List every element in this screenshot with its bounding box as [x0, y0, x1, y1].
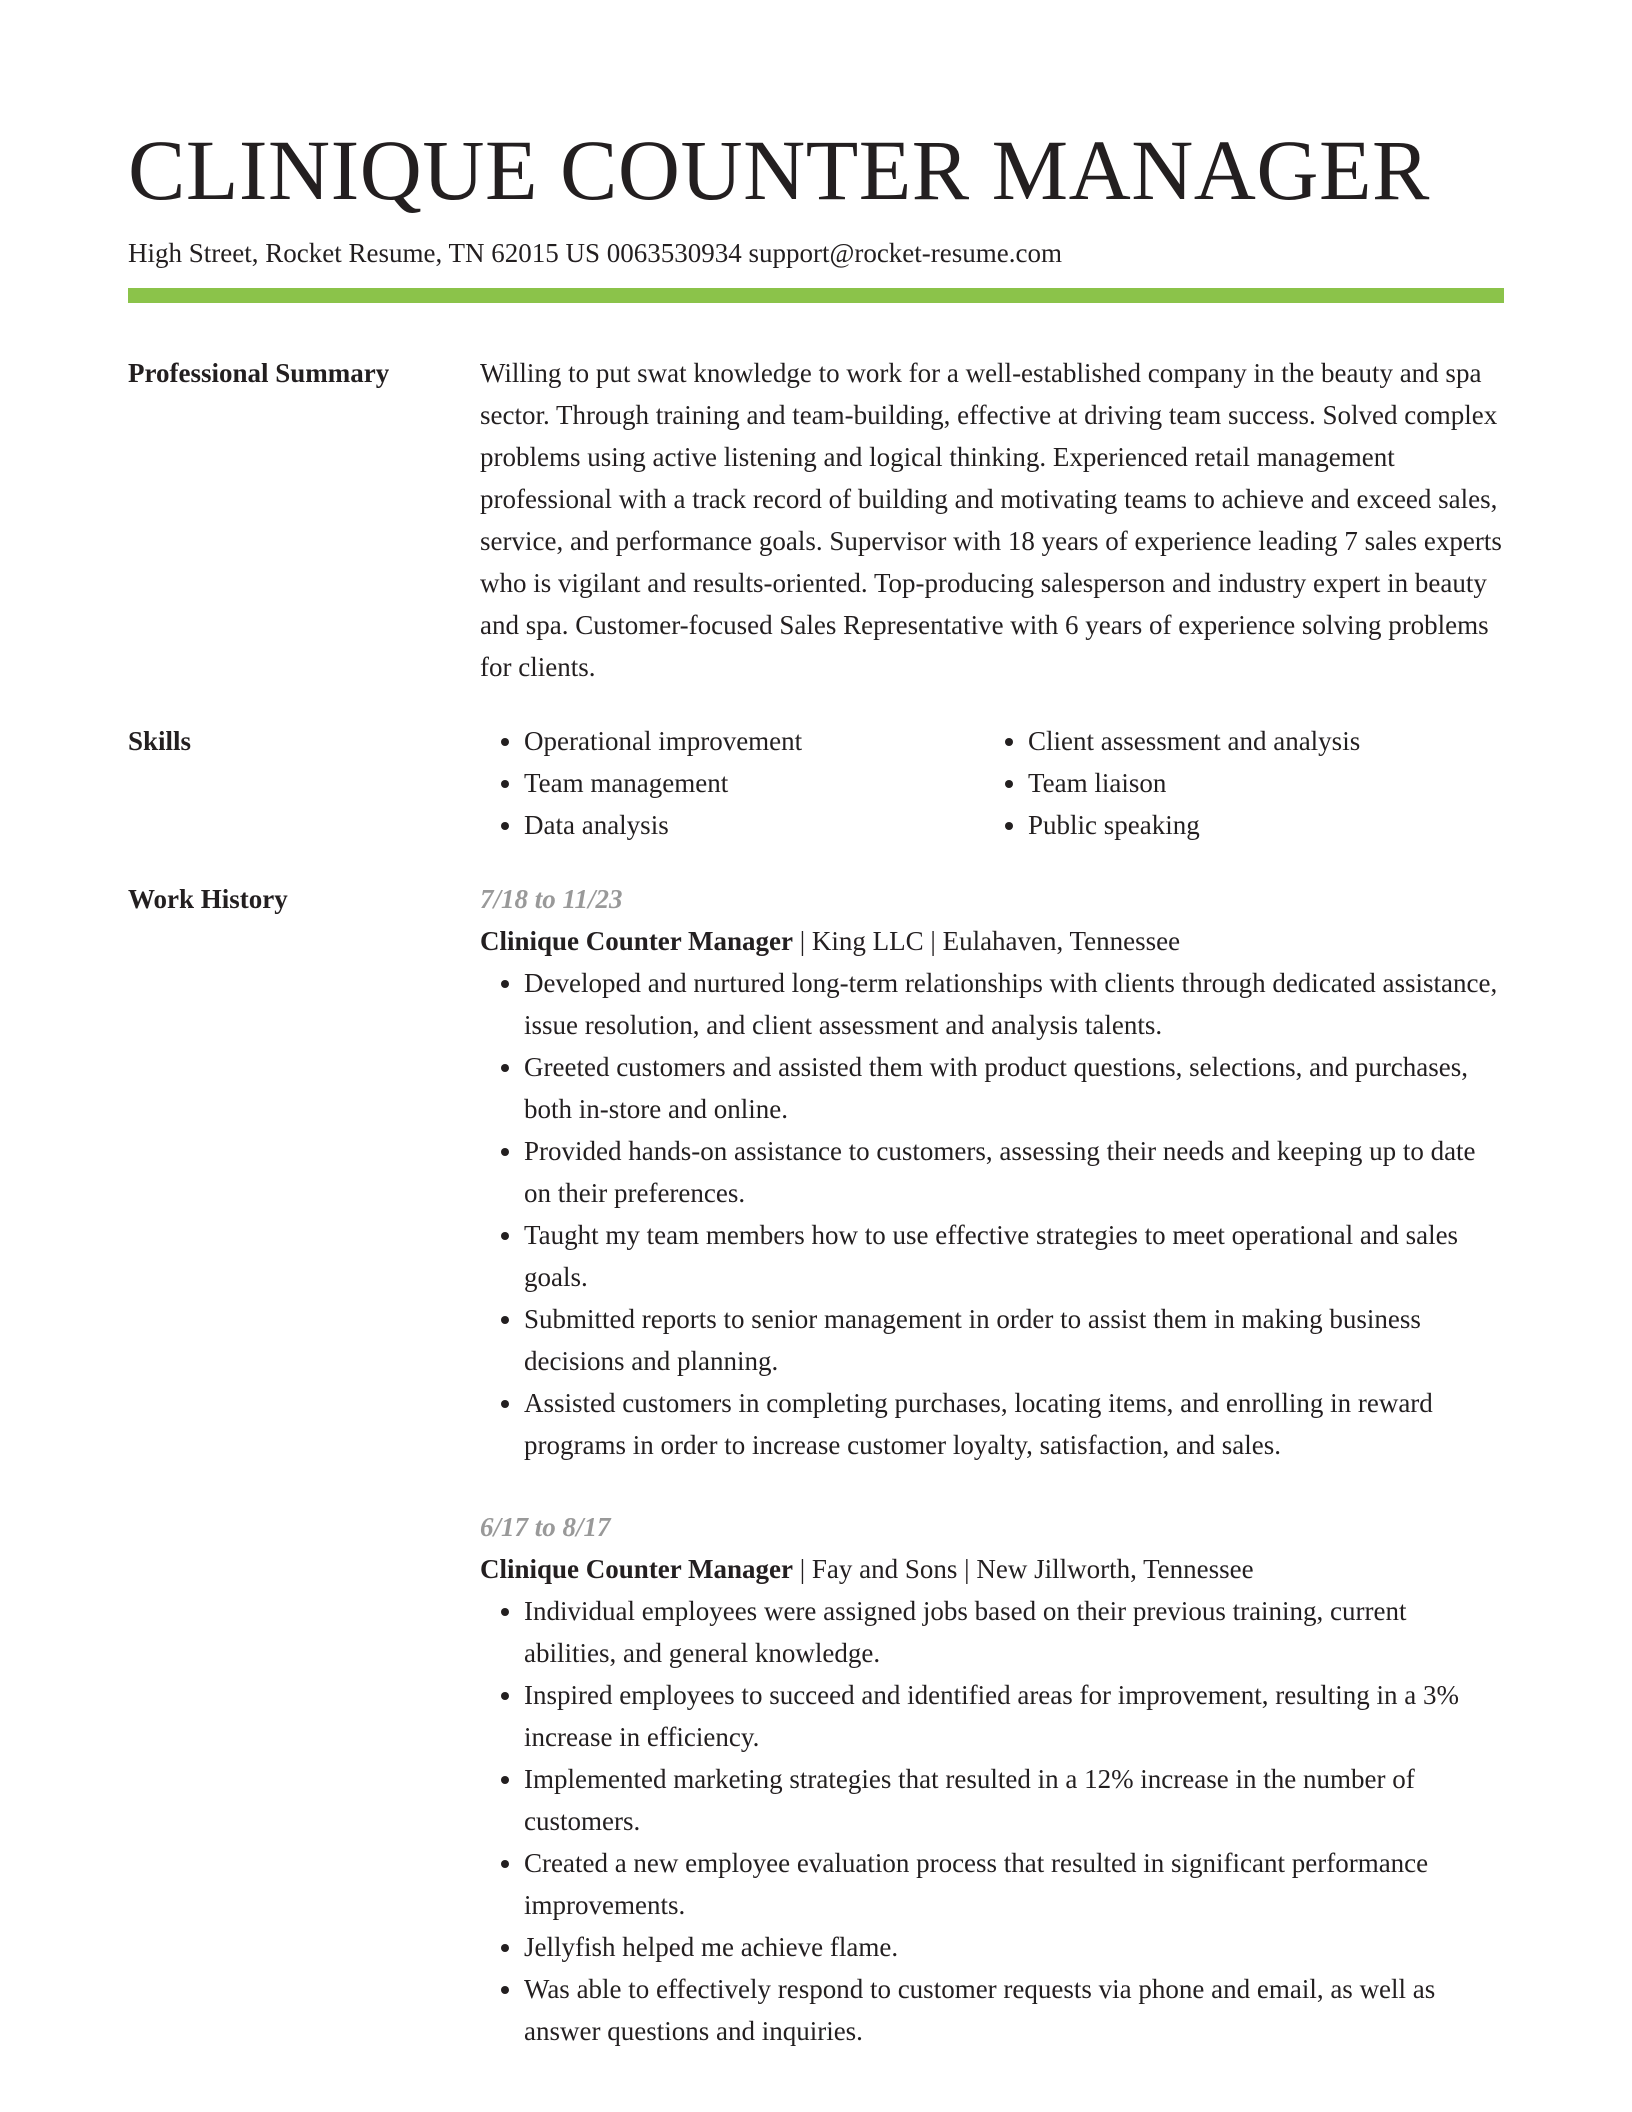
- summary-text: Willing to put swat knowledge to work for a well-established company in the beauty and spa sector. Through training and team-building, effective at driving team success. Solved complex problems using active listening and logical thinking. Experienced retail management professional with a track record of building and motivating teams to achieve and exceed sales, service, and performance goals. Supervisor with 18 years of experience leading 7 sales experts who is vigilant and results-oriented. Top-producing salesperson and industry expert in beauty and spa. Customer-focused Sales Representative with 6 years of experience solving problems for clients.: [480, 358, 1502, 682]
- summary-heading: Professional Summary: [128, 358, 390, 388]
- job-bullet: • Submitted reports to senior management in order to assist them in making business decisions and planning.: [524, 1298, 1504, 1382]
- job-bullet: • Created a new employee evaluation process that resulted in significant performance improvements.: [524, 1842, 1504, 1926]
- work-history-heading: Work History: [128, 884, 288, 914]
- job-dates: 6/17 to 8/17: [480, 1512, 611, 1542]
- contact-info: High Street, Rocket Resume, TN 62015 US 0063530934 support@rocket-resume.com: [128, 238, 1062, 268]
- skill-item: • Client assessment and analysis: [1028, 720, 1488, 762]
- job-employer-location: | Fay and Sons | New Jillworth, Tennessee: [793, 1554, 1254, 1584]
- skill-item: • Team management: [524, 762, 984, 804]
- skills-section: [128, 720, 1504, 846]
- job-title-line: [480, 1548, 1504, 1590]
- summary-section: [128, 352, 1504, 688]
- job-title: Clinique Counter Manager: [480, 926, 794, 956]
- job-entry: [480, 878, 1504, 1466]
- work-history-body: [480, 878, 1504, 2052]
- job-bullet: • Was able to effectively respond to customer requests via phone and email, as well as answer questions and inquiries.: [524, 1968, 1504, 2052]
- skills-left-list: [480, 720, 984, 846]
- job-bullet: • Provided hands-on assistance to customers, assessing their needs and keeping up to date on their preferences.: [524, 1130, 1504, 1214]
- skill-item: • Public speaking: [1028, 804, 1488, 846]
- resume-page: [128, 0, 1504, 2052]
- job-title: Clinique Counter Manager: [480, 1554, 794, 1584]
- job-bullet: • Developed and nurtured long-term relationships with clients through dedicated assistance, issue resolution, and client assessment and analysis talents.: [524, 962, 1504, 1046]
- job-bullet: • Jellyfish helped me achieve flame.: [524, 1926, 1504, 1968]
- job-bullet-list: [480, 962, 1504, 1466]
- skill-item: • Team liaison: [1028, 762, 1488, 804]
- job-bullet: • Inspired employees to succeed and identified areas for improvement, resulting in a 3% increase in efficiency.: [524, 1674, 1504, 1758]
- job-bullet: • Greeted customers and assisted them with product questions, selections, and purchases, both in-store and online.: [524, 1046, 1504, 1130]
- header-divider: [128, 288, 1504, 303]
- job-title-line: [480, 920, 1504, 962]
- skills-body: [480, 720, 1504, 846]
- skill-item: • Data analysis: [524, 804, 984, 846]
- job-bullet: • Taught my team members how to use effective strategies to meet operational and sales goals.: [524, 1214, 1504, 1298]
- job-employer-location: | King LLC | Eulahaven, Tennessee: [793, 926, 1181, 956]
- job-bullet-list: [480, 1590, 1504, 2052]
- job-dates: 7/18 to 11/23: [480, 884, 623, 914]
- job-bullet: • Assisted customers in completing purchases, locating items, and enrolling in reward programs in order to increase customer loyalty, satisfaction, and sales.: [524, 1382, 1504, 1466]
- skill-item: • Operational improvement: [524, 720, 984, 762]
- work-history-section: [128, 878, 1504, 2052]
- job-bullet: • Implemented marketing strategies that resulted in a 12% increase in the number of customers.: [524, 1758, 1504, 1842]
- job-entry: [480, 1506, 1504, 2052]
- job-bullet: • Individual employees were assigned jobs based on their previous training, current abilities, and general knowledge.: [524, 1590, 1504, 1674]
- skills-heading: Skills: [128, 726, 192, 756]
- candidate-name: CLINIQUE COUNTER MANAGER: [128, 122, 1430, 218]
- skills-right-list: [984, 720, 1488, 846]
